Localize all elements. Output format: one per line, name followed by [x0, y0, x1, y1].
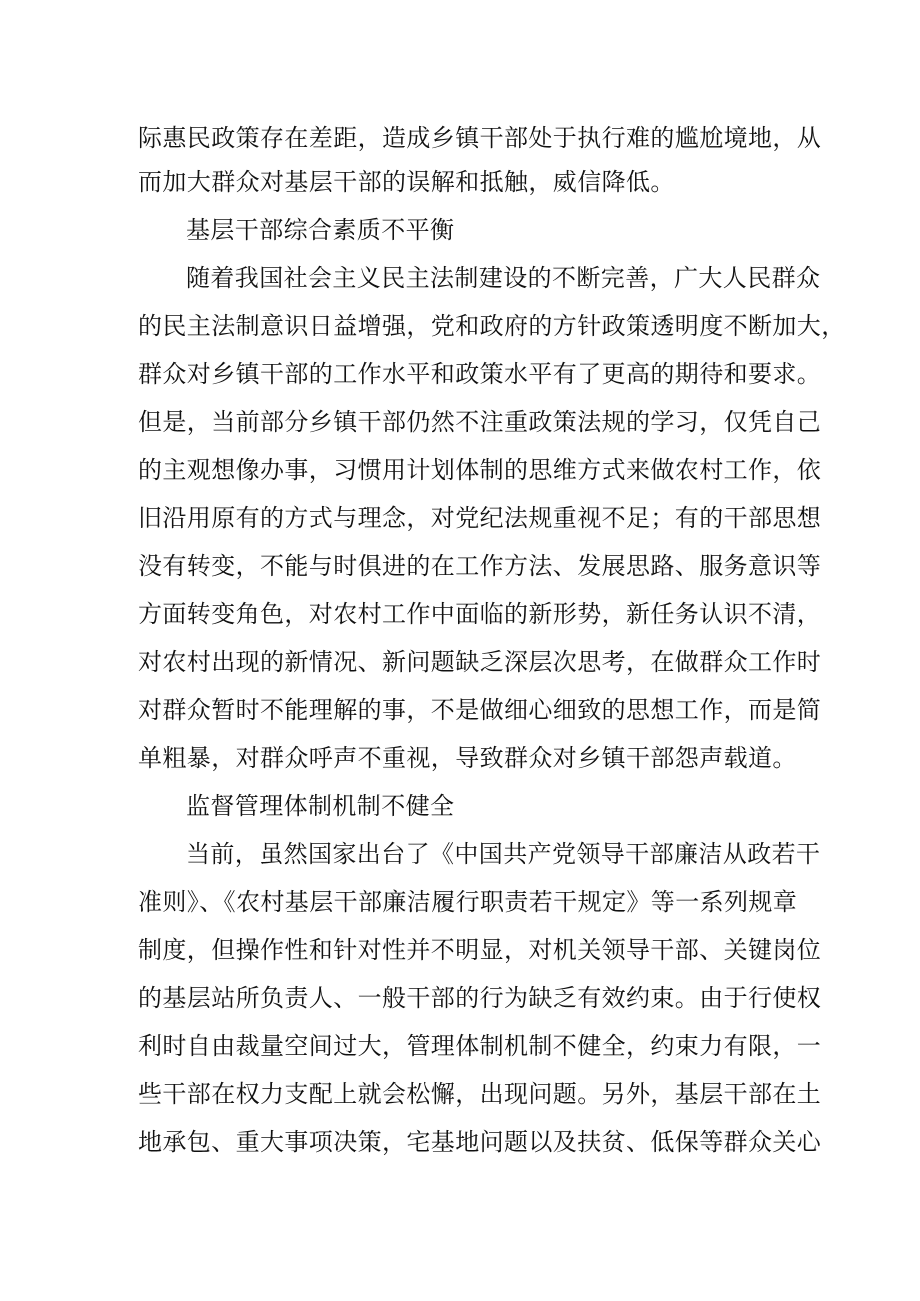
body-text-line: 的民主法制意识日益增强，党和政府的方针政策透明度不断加大， [138, 312, 846, 340]
body-text-line: 方面转变角色，对农村工作中面临的新形势，新任务认识不清， [138, 600, 822, 628]
body-text-line: 但是，当前部分乡镇干部仍然不注重政策法规的学习，仅凭自己 [138, 408, 822, 436]
body-text-line: 而加大群众对基层干部的误解和抵触，威信降低。 [138, 168, 675, 196]
body-text-line: 对群众暂时不能理解的事，不是做细心细致的思想工作，而是简 [138, 696, 822, 724]
section-heading: 监督管理体制机制不健全 [186, 792, 455, 820]
body-text-line: 的基层站所负责人、一般干部的行为缺乏有效约束。由于行使权 [138, 984, 822, 1012]
body-text-line: 利时自由裁量空间过大，管理体制机制不健全，约束力有限，一 [138, 1032, 822, 1060]
body-text-line: 当前，虽然国家出台了《中国共产党领导干部廉洁从政若干 [186, 840, 821, 868]
body-text-line: 些干部在权力支配上就会松懈，出现问题。另外，基层干部在土 [138, 1080, 822, 1108]
body-text-line: 制度，但操作性和针对性并不明显，对机关领导干部、关键岗位 [138, 936, 822, 964]
body-text-line: 随着我国社会主义民主法制建设的不断完善，广大人民群众 [186, 264, 821, 292]
body-text-line: 准则》、《农村基层干部廉洁履行职责若干规定》等一系列规章 [138, 888, 798, 916]
body-text-line: 际惠民政策存在差距，造成乡镇干部处于执行难的尴尬境地，从 [138, 124, 822, 152]
body-text-line: 单粗暴，对群众呼声不重视，导致群众对乡镇干部怨声载道。 [138, 744, 797, 772]
body-text-line: 没有转变，不能与时俱进的在工作方法、发展思路、服务意识等 [138, 552, 822, 580]
body-text-line: 旧沿用原有的方式与理念，对党纪法规重视不足；有的干部思想 [138, 504, 822, 532]
section-heading: 基层干部综合素质不平衡 [186, 216, 455, 244]
body-text-line: 地承包、重大事项决策，宅基地问题以及扶贫、低保等群众关心 [138, 1128, 822, 1156]
body-text-line: 群众对乡镇干部的工作水平和政策水平有了更高的期待和要求。 [138, 360, 822, 388]
body-text-line: 对农村出现的新情况、新问题缺乏深层次思考，在做群众工作时 [138, 648, 822, 676]
body-text-line: 的主观想像办事，习惯用计划体制的思维方式来做农村工作，依 [138, 456, 822, 484]
